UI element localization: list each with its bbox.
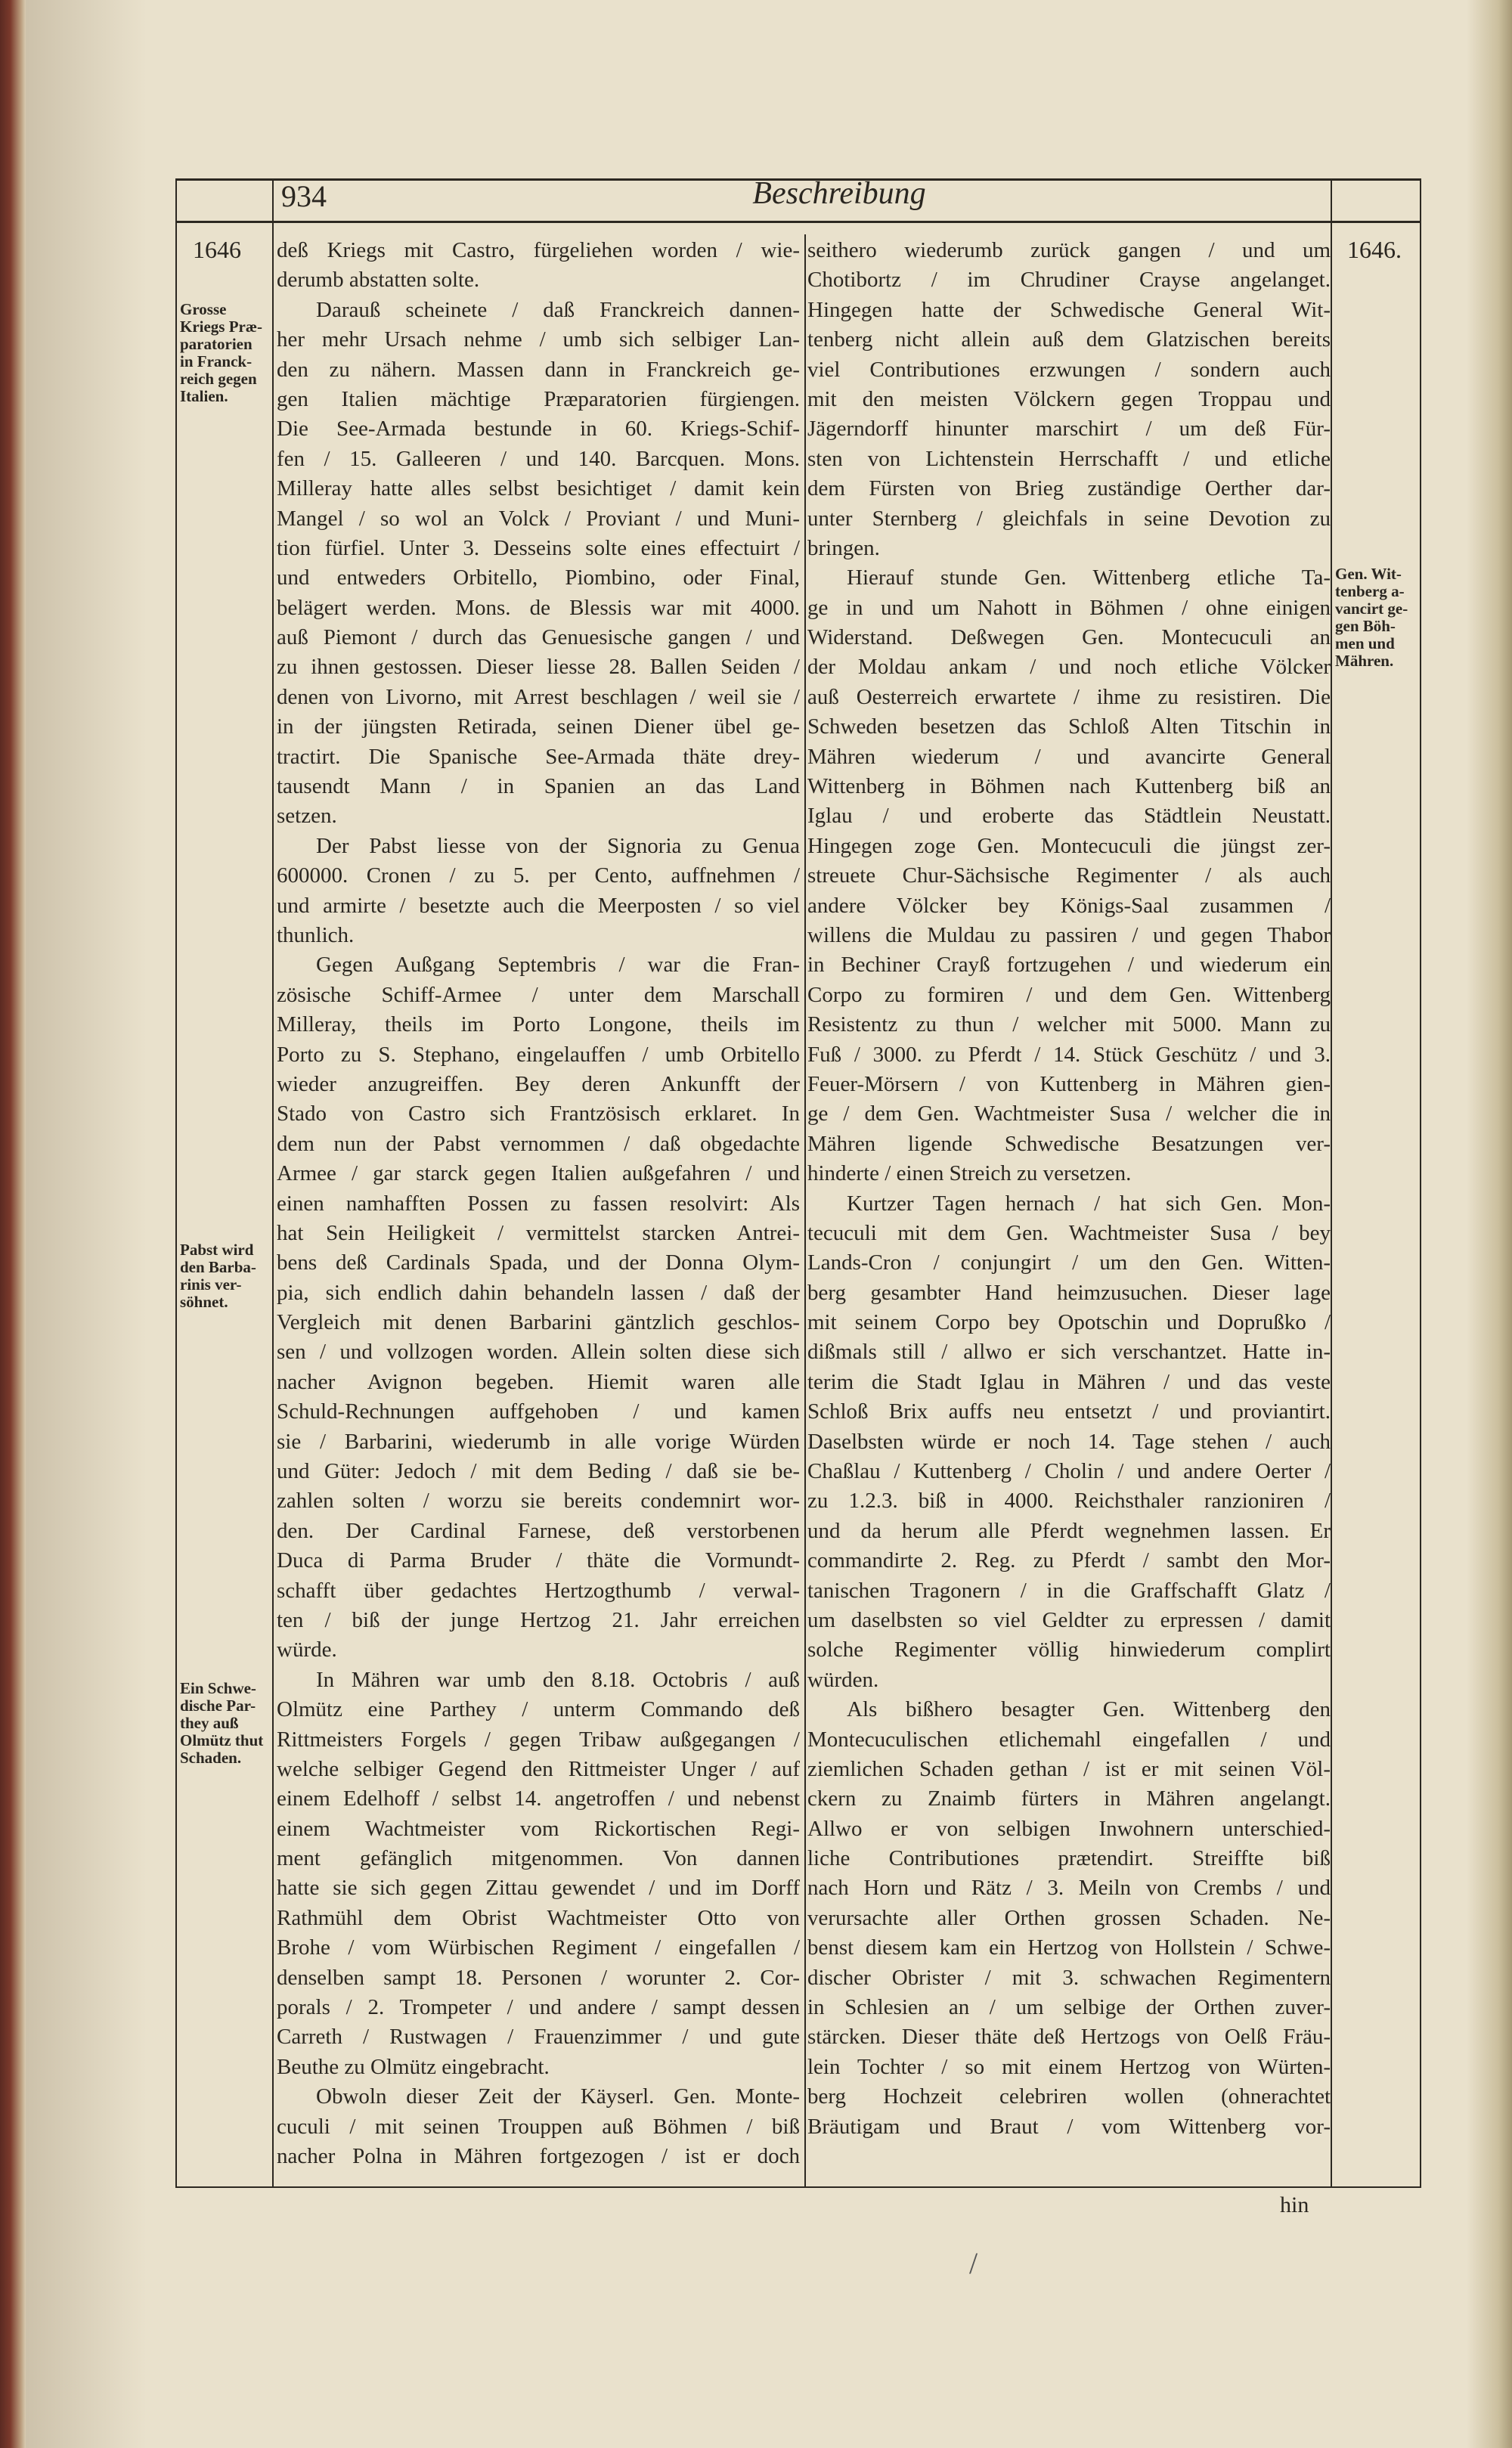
text-line: benst diesem kam ein Hertzog von Hollstein / Schwe-: [807, 1935, 1331, 1960]
paragraph: [277, 236, 800, 296]
text-line: bringen.: [807, 535, 880, 560]
paragraph: [807, 563, 1331, 1188]
text-line: derumb abstatten solte.: [277, 268, 480, 293]
text-line: Iglau / und eroberte das Städtlein Neustatt.: [807, 804, 1331, 829]
text-line: zahlen solten / worzu sie bereits condemnirt wor-: [277, 1489, 800, 1514]
text-line: berg gesambter Hand heimzusuchen. Dieser lage: [807, 1280, 1331, 1305]
text-line: Hingegen hatte der Schwedische General Wit-: [807, 297, 1331, 322]
text-line: Widerstand. Deßwegen Gen. Montecuculi an: [807, 625, 1331, 650]
text-line: dem Fürsten von Brieg zuständige Oerther dar-: [807, 476, 1331, 501]
text-line: tion fürfiel. Unter 3. Desseins solte eines effectuirt /: [277, 535, 800, 560]
margin-note-line: in Franck-: [180, 352, 253, 370]
text-line: sen / und vollzogen worden. Allein solten diese sich: [277, 1340, 800, 1365]
text-line: Kurtzer Tagen hernach / hat sich Gen. Mon-: [847, 1191, 1331, 1216]
book-binding-edge: [0, 0, 26, 2448]
header-rule: [175, 221, 1421, 223]
text-line: einem Edelhoff / selbst 14. angetroffen / und nebenst: [277, 1786, 800, 1811]
text-line: ziemlichen Schaden gethan / ist er mit seinen Völ-: [807, 1756, 1331, 1781]
text-line: Als bißhero besagter Gen. Wittenberg den: [847, 1697, 1331, 1722]
paragraph: [277, 2082, 800, 2171]
text-line: denselben sampt 18. Personen / worunter 2. Cor-: [277, 1965, 800, 1990]
text-line: hinderte / einen Streich zu versetzen.: [807, 1161, 1132, 1186]
text-line: Der Pabst liesse von der Signoria zu Genua: [316, 833, 800, 858]
paragraph: [807, 236, 1331, 563]
text-line: Olmütz eine Parthey / unterm Commando deß: [277, 1697, 800, 1722]
text-line: mit den meisten Völckern gegen Troppau und: [807, 386, 1331, 411]
page-number: 934: [281, 179, 327, 213]
text-line: und armirte / besetzte auch die Meerposten / so viel: [277, 893, 800, 918]
text-line: sten von Lichtenstein Herrschafft / und etliche: [807, 446, 1331, 471]
text-line: und entweders Orbitello, Piombino, oder Final,: [277, 566, 800, 590]
text-line: und da herum alle Pferdt wegnehmen lassen. Er: [807, 1518, 1331, 1543]
text-line: sie / Barbarini, wiederumb in alle vorige Würden: [277, 1429, 800, 1454]
gutter-shadow: [26, 0, 147, 2448]
year-left: 1646: [193, 236, 241, 263]
margin-note-line: Gen. Wit-: [1335, 565, 1402, 583]
text-line: Feuer-Mörsern / von Kuttenberg in Mähren gien-: [807, 1071, 1331, 1096]
text-line: und Güter: Jedoch / mit dem Beding / daß sie be-: [277, 1459, 800, 1484]
text-line: einem Wachtmeister vom Rickortischen Regi-: [277, 1816, 800, 1841]
margin-note-line: Schaden.: [180, 1749, 242, 1767]
text-line: Rittmeisters Forgels / gegen Tribaw außgegangen /: [277, 1727, 800, 1752]
paragraph: [277, 1666, 800, 2082]
text-line: hatte sie sich gegen Zittau gewendet / und im Dorff: [277, 1876, 800, 1901]
right-text-column: [807, 236, 1331, 2142]
column-divider: [804, 234, 806, 2188]
text-line: Daselbsten würde er noch 14. Tage stehen / auch: [807, 1429, 1331, 1454]
text-line: mit seinem Corpo bey Opotschin und Doprußko /: [807, 1310, 1331, 1335]
paragraph: [807, 1189, 1331, 1696]
text-line: tecuculi mit dem Gen. Wachtmeister Susa / bey: [807, 1220, 1331, 1245]
text-line: Lands-Cron / conjungirt / um den Gen. Witten-: [807, 1250, 1331, 1275]
margin-note-line: they auß: [180, 1714, 239, 1732]
text-line: nacher Avignon begeben. Hiemit waren alle: [277, 1369, 800, 1394]
text-line: auß Oesterreich erwartete / ihme zu resistiren. Die: [807, 684, 1331, 709]
margin-note-line: reich gegen: [180, 370, 257, 388]
paragraph: [277, 950, 800, 1665]
text-line: Beuthe zu Olmütz eingebracht.: [277, 2054, 550, 2079]
text-line: in Bechiner Crayß fortzugehen / und wiederum ein: [807, 953, 1331, 978]
text-line: Obwoln dieser Zeit der Käyserl. Gen. Monte-: [316, 2084, 800, 2109]
text-line: dißmals still / allwo er sich verschantzet. Hatte in-: [807, 1340, 1331, 1365]
text-line: fen / 15. Galleeren / und 140. Barcquen. Mons.: [277, 446, 800, 471]
margin-note-line: rinis ver-: [180, 1275, 242, 1294]
text-line: um daselbsten so viel Geldter zu erpressen / damit: [807, 1607, 1331, 1632]
text-line: Milleray hatte alles selbst besichtiget / damit kein: [277, 476, 800, 501]
text-line: Vergleich mit denen Barbarini gäntzlich geschlos-: [277, 1310, 800, 1335]
left-margin-divider: [272, 178, 274, 2188]
text-line: discher Obrister / mit 3. schwachen Regimentern: [807, 1965, 1331, 1990]
text-line: Milleray, theils im Porto Longone, theils im: [277, 1012, 800, 1037]
text-line: Rathmühl dem Obrist Wachtmeister Otto von: [277, 1905, 800, 1930]
text-line: Stado von Castro sich Frantzösisch erklaret. In: [277, 1102, 800, 1126]
year-right: 1646.: [1347, 236, 1402, 263]
stray-ink-mark: /: [969, 2246, 978, 2280]
text-line: Fuß / 3000. zu Pferdt / 14. Stück Geschütz / und 3.: [807, 1042, 1331, 1067]
text-line: schafft über gedachtes Hertzogthumb / verwal-: [277, 1578, 800, 1603]
text-line: Carreth / Rustwagen / Frauenzimmer / und gute: [277, 2025, 800, 2050]
right-frame-line: [1420, 178, 1421, 2188]
text-line: Hierauf stunde Gen. Wittenberg etliche Ta-: [847, 566, 1331, 590]
text-line: cuculi / mit seinen Trouppen auß Böhmen / biß: [277, 2114, 800, 2139]
text-line: willens die Muldau zu passiren / und gegen Thabor: [807, 922, 1331, 947]
margin-note-line: Olmütz thut: [180, 1731, 264, 1749]
text-line: tractirt. Die Spanische See-Armada thäte drey-: [277, 744, 800, 769]
text-line: bens deß Cardinals Spada, und der Donna Olym-: [277, 1250, 800, 1275]
margin-note-line: paratorien: [180, 335, 253, 353]
text-line: viel Contributiones erzwungen / sondern auch: [807, 357, 1331, 382]
paragraph: [277, 296, 800, 832]
text-line: zu 1.2.3. biß in 4000. Reichsthaler ranzioniren /: [807, 1489, 1331, 1514]
text-line: thunlich.: [277, 922, 355, 947]
text-line: in der jüngsten Retirada, seinen Diener übel ge-: [277, 714, 800, 739]
running-title: Beschreibung: [752, 176, 926, 211]
margin-note-line: vancirt ge-: [1335, 600, 1408, 618]
text-line: 600000. Cronen / zu 5. per Cento, auffnehmen /: [277, 863, 800, 888]
text-line: liche Contributiones prætendirt. Streiffte biß: [807, 1846, 1331, 1871]
text-line: unter Sternberg / gleichfals in seine Devotion zu: [807, 506, 1331, 531]
text-line: einen namhafften Possen zu fassen resolvirt: Als: [277, 1191, 800, 1216]
text-line: terim die Stadt Iglau in Mähren / und das veste: [807, 1369, 1331, 1394]
margin-note-line: gen Böh-: [1335, 617, 1396, 635]
text-line: Schuld-Rechnungen auffgehoben / und kamen: [277, 1399, 800, 1424]
margin-note-line: Ein Schwe-: [180, 1679, 256, 1697]
text-line: Schloß Brix auffs neu entsetzt / und proviantirt.: [807, 1399, 1331, 1424]
bottom-rule: [175, 2186, 1421, 2188]
text-line: Corpo zu formiren / und dem Gen. Wittenberg: [807, 982, 1331, 1007]
text-line: In Mähren war umb den 8.18. Octobris / auß: [316, 1667, 800, 1692]
text-line: Die See-Armada bestunde in 60. Kriegs-Schif-: [277, 417, 800, 442]
text-line: in Schlesien an / um selbige der Orthen zuver-: [807, 1995, 1331, 2020]
text-line: Darauß scheinete / daß Franckreich dannen-: [316, 297, 800, 322]
text-line: denen von Livorno, mit Arrest beschlagen / weil sie /: [277, 684, 800, 709]
text-line: würde.: [277, 1638, 337, 1662]
text-line: auß Piemont / durch das Genuesische gangen / und: [277, 625, 800, 650]
text-line: Porto zu S. Stephano, eingelauffen / umb Orbitello: [277, 1042, 800, 1067]
text-line: dem nun der Pabst vernommen / daß obgedachte: [277, 1131, 800, 1156]
margin-note-line: den Barba-: [180, 1258, 256, 1276]
text-line: her mehr Ursach nehme / umb sich selbiger Lan-: [277, 327, 800, 352]
text-line: zu ihnen gestossen. Dieser liesse 28. Ballen Seiden /: [277, 655, 800, 680]
text-line: Montecuculischen etlichemahl eingefallen / und: [807, 1727, 1331, 1752]
text-line: hat Sein Heiligkeit / vermittelst starcken Antrei-: [277, 1220, 800, 1245]
left-text-column: [277, 236, 800, 2171]
text-line: Mangel / so wol an Volck / Proviant / und Muni-: [277, 506, 800, 531]
paragraph: [807, 1695, 1331, 2142]
text-line: Jägerndorff hinunter marschirt / um deß Für-: [807, 417, 1331, 442]
text-line: den zu nähern. Massen dann in Franckreich ge-: [277, 357, 800, 382]
margin-note-line: Mähren.: [1335, 652, 1394, 670]
margin-note-pope-reconciled: [180, 1241, 269, 1311]
text-line: tenberg nicht allein auß dem Glatzischen bereits: [807, 327, 1331, 352]
text-line: stärcken. Dieser thäte deß Hertzogs von Oelß Fräu-: [807, 2025, 1331, 2050]
text-line: streuete Chur-Sächsische Regimenter / als auch: [807, 863, 1331, 888]
right-margin-divider: [1331, 178, 1332, 2188]
text-line: würden.: [807, 1667, 879, 1692]
text-line: zösische Schiff-Armee / unter dem Marschall: [277, 982, 800, 1007]
left-frame-line: [175, 178, 177, 2188]
text-line: ten / biß der junge Hertzog 21. Jahr erreichen: [277, 1607, 800, 1632]
paragraph: [277, 832, 800, 951]
catchword: hin: [1280, 2192, 1309, 2217]
text-line: ckern zu Znaimb fürters in Mähren angelangt.: [807, 1786, 1331, 1811]
text-line: tausendt Mann / in Spanien an das Land: [277, 774, 800, 799]
text-line: welche selbiger Gegend den Rittmeister Unger / auf: [277, 1756, 800, 1781]
text-line: lein Tochter / so mit einem Hertzog von Würten-: [807, 2054, 1331, 2079]
text-line: Gegen Außgang Septembris / war die Fran-: [316, 953, 800, 978]
text-line: Bräutigam und Braut / vom Wittenberg vor-: [807, 2114, 1331, 2139]
text-line: porals / 2. Trompeter / und andere / sampt dessen: [277, 1995, 800, 2020]
text-line: der Moldau ankam / und noch etliche Völcker: [807, 655, 1331, 680]
text-line: Allwo er von selbigen Inwohnern unterschied-: [807, 1816, 1331, 1841]
margin-note-line: Italien.: [180, 387, 228, 405]
page-edge: [1467, 0, 1512, 2448]
text-line: ge / dem Gen. Wachtmeister Susa / welcher die in: [807, 1102, 1331, 1126]
margin-note-line: men und: [1335, 634, 1395, 652]
text-line: Chotibortz / im Chrudiner Crayse angelanget.: [807, 268, 1331, 293]
text-line: verursachte aller Orthen grossen Schaden. Ne-: [807, 1905, 1331, 1930]
text-line: solche Regimenter völlig hinwiederum complirt: [807, 1638, 1331, 1662]
text-line: gen Italien mächtige Præparatorien fürgiengen.: [277, 386, 800, 411]
margin-note-war-preparations: [180, 301, 269, 405]
text-line: berg Hochzeit celebriren wollen (ohnerachtet: [807, 2084, 1331, 2109]
text-line: tanischen Tragonern / in die Graffschafft Glatz /: [807, 1578, 1331, 1603]
text-line: belägert werden. Mons. de Blessis war mit 4000.: [277, 595, 800, 620]
text-line: setzen.: [277, 804, 337, 829]
text-line: Hingegen zoge Gen. Montecuculi die jüngst zer-: [807, 833, 1331, 858]
text-line: nacher Polna in Mähren fortgezogen / ist er doch: [277, 2144, 800, 2168]
margin-note-line: Kriegs Præ-: [180, 318, 263, 336]
text-line: ge in und um Nahott in Böhmen / ohne einigen: [807, 595, 1331, 620]
margin-note-swedish-party: [180, 1680, 269, 1767]
text-line: Armee / gar starck gegen Italien außgefahren / und: [277, 1161, 800, 1186]
margin-note-line: söhnet.: [180, 1293, 228, 1311]
text-line: pia, sich endlich dahin behandeln lassen / daß der: [277, 1280, 800, 1305]
text-line: Schweden besetzen das Schloß Alten Titschin in: [807, 714, 1331, 739]
text-line: Brohe / vom Würbischen Regiment / eingefallen /: [277, 1935, 800, 1960]
text-line: wieder anzugreiffen. Bey deren Ankunfft der: [277, 1071, 800, 1096]
margin-note-line: tenberg a-: [1335, 582, 1405, 600]
margin-note-wittenberg-advance: [1335, 566, 1424, 670]
text-line: andere Völcker bey Königs-Saal zusammen /: [807, 893, 1331, 918]
text-line: Mähren wiederum / und avancirte General: [807, 744, 1331, 769]
margin-note-line: Pabst wird: [180, 1241, 254, 1259]
text-line: Wittenberg in Böhmen nach Kuttenberg biß an: [807, 774, 1331, 799]
text-line: deß Kriegs mit Castro, fürgeliehen worden / wie-: [277, 238, 800, 262]
text-line: commandirte 2. Reg. zu Pferdt / sambt den Mor-: [807, 1548, 1331, 1573]
text-line: seithero wiederumb zurück gangen / und um: [807, 238, 1331, 262]
margin-note-line: dische Par-: [180, 1697, 256, 1715]
margin-note-line: Grosse: [180, 300, 227, 318]
text-line: nach Horn und Rätz / 3. Meiln von Crembs / und: [807, 1876, 1331, 1901]
text-line: den. Der Cardinal Farnese, deß verstorbenen: [277, 1518, 800, 1543]
text-line: Duca di Parma Bruder / thäte die Vormundt-: [277, 1548, 800, 1573]
text-line: ment gefänglich mitgenommen. Von dannen: [277, 1846, 800, 1871]
text-line: Mähren ligende Schwedische Besatzungen ver-: [807, 1131, 1331, 1156]
text-line: Resistentz zu thun / welcher mit 5000. Mann zu: [807, 1012, 1331, 1037]
text-line: Chaßlau / Kuttenberg / Cholin / und andere Oerter /: [807, 1459, 1331, 1484]
